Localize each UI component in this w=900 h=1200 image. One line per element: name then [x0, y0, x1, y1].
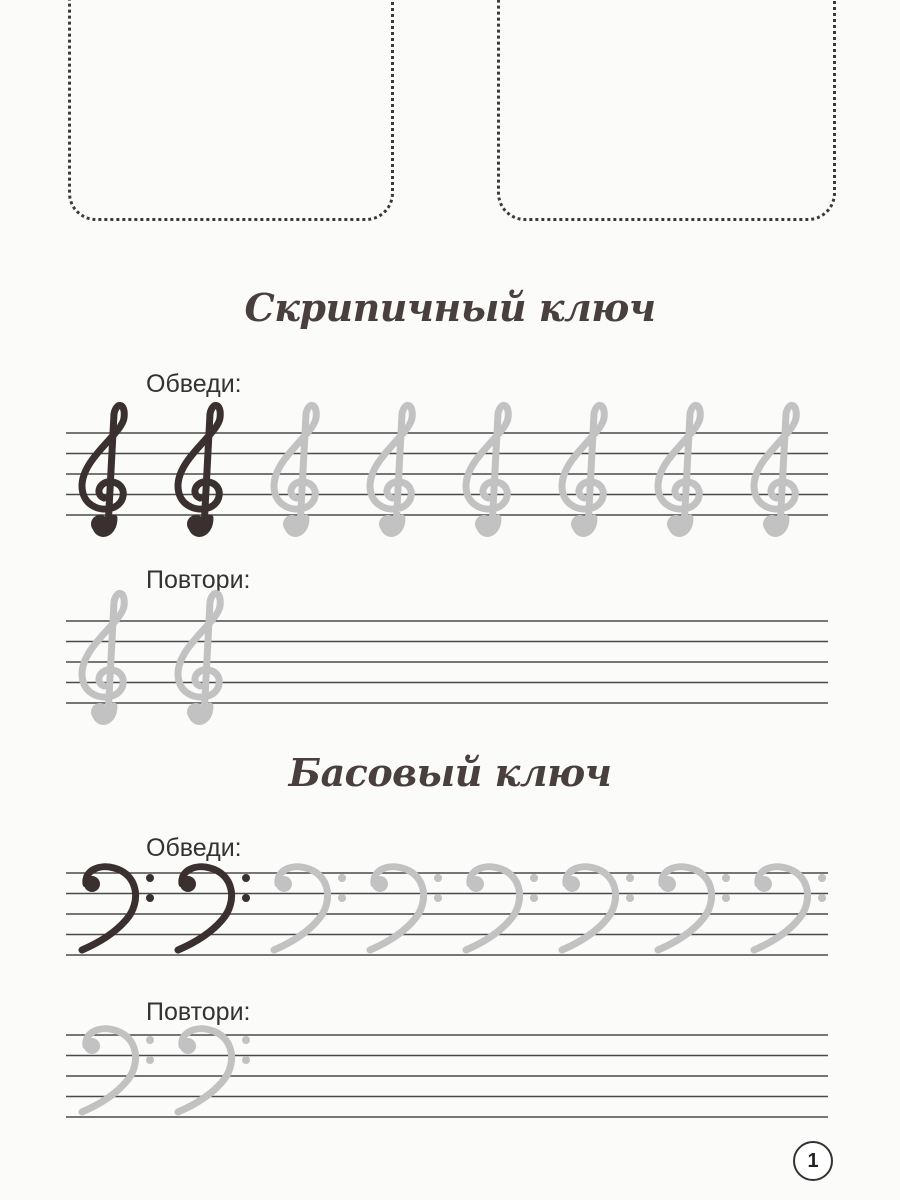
bass-repeat-staff [66, 1034, 828, 1120]
bass-clef-icon [754, 867, 826, 950]
bass-trace-label: Обведи: [146, 834, 242, 862]
bass-clef-icon [82, 867, 154, 950]
bass-clef-icon [370, 867, 442, 950]
bass-trace-svg [66, 872, 828, 958]
drawing-box-left [68, 0, 394, 221]
bass-repeat-svg [66, 1034, 828, 1120]
bass-clef-icon [178, 867, 250, 950]
treble-repeat-svg [66, 620, 828, 706]
bass-clef-icon [274, 867, 346, 950]
bass-section-title: Басовый ключ [288, 750, 612, 795]
bass-clef-icon [82, 1029, 154, 1112]
bass-trace-staff [66, 872, 828, 958]
bass-repeat-label: Повтори: [146, 998, 251, 1026]
treble-repeat-label: Повтори: [146, 566, 251, 594]
treble-repeat-staff [66, 620, 828, 706]
bass-clef-icon [466, 867, 538, 950]
treble-trace-svg [66, 432, 828, 518]
drawing-box-right [497, 0, 836, 221]
treble-trace-staff [66, 432, 828, 518]
bass-clef-icon [658, 867, 730, 950]
treble-trace-label: Обведи: [146, 370, 242, 398]
treble-section-title: Скрипичный ключ [244, 285, 656, 330]
bass-clef-icon [562, 867, 634, 950]
bass-clef-icon [178, 1029, 250, 1112]
page-number-badge: 1 [793, 1141, 833, 1181]
